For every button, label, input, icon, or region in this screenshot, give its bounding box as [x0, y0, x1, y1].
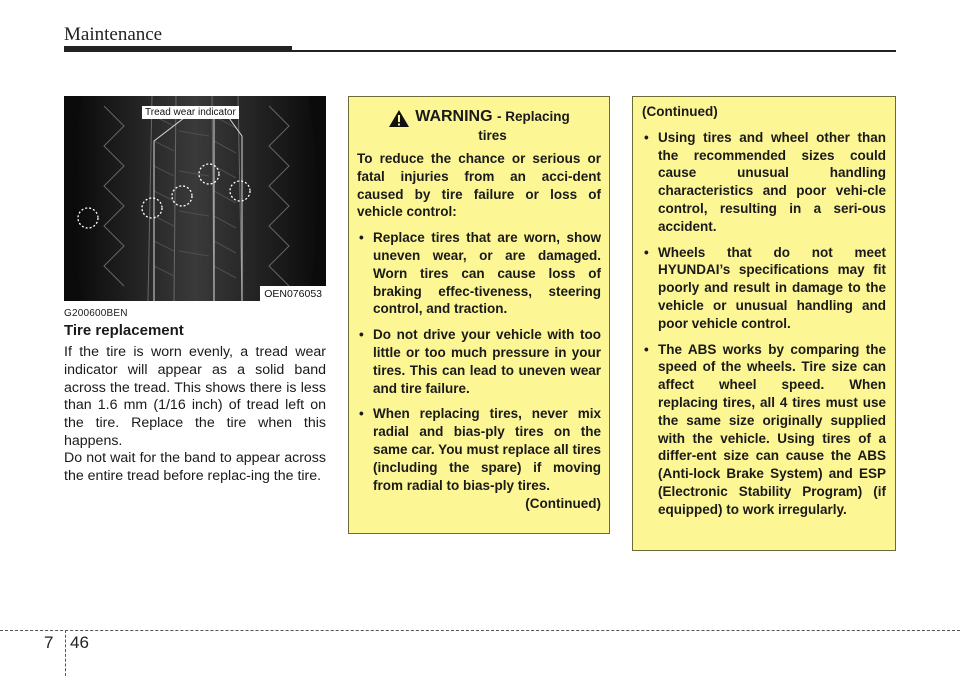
- warning-triangle-icon: [388, 109, 410, 128]
- footer-divider: [65, 630, 66, 676]
- continued-item: • Using tires and wheel other than the recommended sizes could cause unusual handling characteristics and poor vehi-cle control, resulting in a seri-ous accident.: [642, 129, 886, 236]
- warning-subtitle-line2: tires: [478, 128, 507, 143]
- section-code: G200600BEN: [64, 308, 128, 319]
- figure-callout: Tread wear indicator: [142, 106, 239, 119]
- warning-continued: (Continued): [525, 496, 601, 512]
- continued-item: • The ABS works by comparing the speed of the wheels. Tire size can affect wheel speed. When replacing tires, all 4 tires must use the same size originally supplied with the vehicle. Using tires of a differ-ent size can cause the ABS (Anti-lock Brake System) and ESP (Electronic Stability Program) (if equipped) to work irregularly.: [642, 341, 886, 519]
- continued-item: • Wheels that do not meet HYUNDAI’s specifications may fit poorly and result in damage to the vehicle or unusual handling and poor vehicle control.: [642, 244, 886, 333]
- header-rule-thin: [292, 50, 896, 52]
- tire-photo: [64, 96, 326, 301]
- continued-list: [642, 129, 886, 519]
- continued-heading: (Continued): [642, 104, 718, 119]
- warning-item: • Do not drive your vehicle with too little or too much pressure in your tires. This can lead to uneven wear and tire failure.: [357, 326, 601, 397]
- continued-box: [632, 96, 896, 551]
- warning-word: WARNING: [415, 108, 493, 125]
- body-paragraph-1: If the tire is worn evenly, a tread wear indicator will appear as a solid band across the tread. This shows there is less than 1.6 mm (1/16 inch) of tread left on the tire. Replace the tire when this happens.: [64, 344, 326, 449]
- chapter-number: 7: [44, 633, 54, 652]
- section-heading: Tire replacement: [64, 322, 184, 339]
- body-paragraph-2: Do not wait for the band to appear across the entire tread before replac-ing the tire.: [64, 450, 326, 484]
- page-number: 46: [70, 633, 89, 652]
- warning-list: [357, 229, 601, 494]
- warning-subtitle-line1: - Replacing: [497, 109, 570, 124]
- header-rule-thick: [64, 46, 292, 52]
- warning-item: • When replacing tires, never mix radial and bias-ply tires on the same car. You must replace all tires (including the spare) if moving from radial to bias-ply tires.: [357, 405, 601, 494]
- warning-box: [348, 96, 610, 534]
- figure-code: OEN076053: [260, 286, 326, 301]
- warning-item: • Replace tires that are worn, show uneven wear, or are damaged. Worn tires can cause loss of braking effec-tiveness, steering control, and traction.: [357, 229, 601, 318]
- warning-header: [357, 107, 601, 144]
- footer-rule: [0, 630, 960, 631]
- section-title: Maintenance: [64, 24, 163, 45]
- warning-intro: To reduce the chance or serious or fatal injuries from an acci-dent caused by tire failure or loss of vehicle control:: [357, 151, 601, 220]
